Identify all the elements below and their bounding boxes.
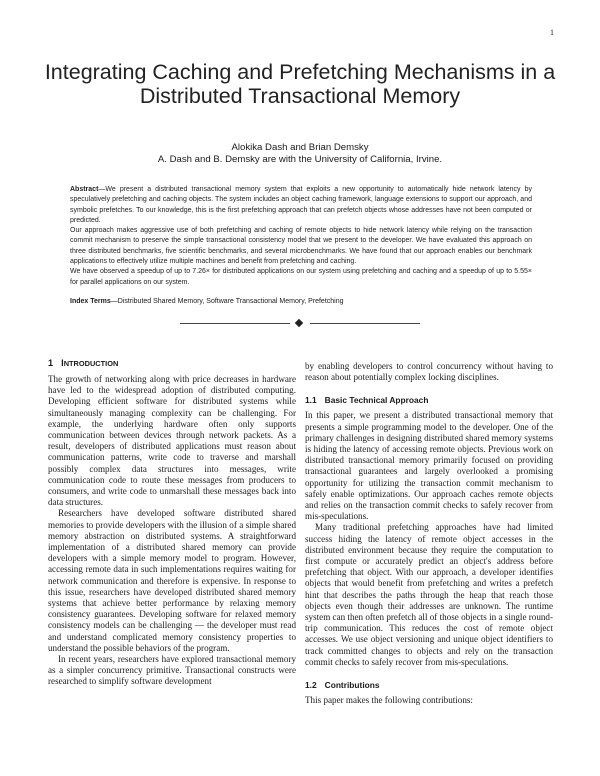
- abstract-paragraph-1: Abstract—We present a distributed transactional memory system that exploits a new opportunity to automatically hide network latency by speculatively prefetching and caching objects. The system includes an object caching framework, language extensions to support our approach, and symbolic prefetches. To our knowledge, this is the first prefetching approach that can prefetch objects whose addresses have not been computed or predicted.: [70, 186, 532, 224]
- approach-paragraph-1: In this paper, we present a distributed transactional memory that presents a simple programming model to the developer. One of the primary challenges in designing distributed shared memory systems is hiding the latency of accessing remote objects. Previous work on distributed transactional memory primarily focused on providing transactional guarantees and largely overlooked a promising opportunity for utilizing the transaction commit mechanism to safely enable optimizations. Our approach caches remote objects and relies on the transaction commit checks to safely recover from mis-speculations.: [305, 410, 553, 522]
- abstract-paragraph-3: We have observed a speedup of up to 7.26× for distributed applications on our system using prefetching and caching and a speedup of up to 5.55× for parallel applications on our system.: [70, 268, 532, 286]
- approach-paragraph-2: Many traditional prefetching approaches have had limited success hiding the latency of remote object accesses in the distributed environment because they require the computation to first compute or accurately predict an object's address before prefetching that object. With our approach, a developer identifies objects that would benefit from prefetching and writes a prefetch hint that describes the paths through the heap that reach those objects even though their addresses are unknown. The runtime system can then often prefetch all of those objects in a single round-trip communication. This reduces the cost of remote object accesses. We use object versioning and unique object identifiers to track committed changes to objects and rely on the transaction commit checks to safely recover from mis-speculations.: [305, 522, 553, 667]
- subsection-title: Basic Technical Approach: [324, 395, 429, 406]
- section-title-initial: I: [61, 358, 64, 368]
- section-divider: [180, 320, 420, 328]
- section-title-rest: NTRODUCTION: [63, 359, 119, 368]
- index-terms-text: Distributed Shared Memory, Software Transactional Memory, Prefetching: [117, 298, 344, 305]
- author-names: Alokika Dash and Brian Demsky: [231, 142, 369, 153]
- page-number: 1: [550, 28, 554, 37]
- intro-paragraph-3-continued: by enabling developers to control concurrency without having to reason about potentially complex locking disciplines.: [305, 361, 553, 383]
- index-terms-label: Index Terms: [70, 298, 111, 305]
- abstract-text-1: We present a distributed transactional memory system that exploits a new opportunity to automatically hide network latency by speculatively prefetching and caching objects. The system includes an object caching framework, language extensions to support our approach, and symbolic prefetches. To our knowledge, this is the first prefetching approach that can prefetch objects whose addresses have not been computed or predicted.: [70, 186, 532, 224]
- divider-line-left: [180, 323, 290, 324]
- author-affiliation: A. Dash and B. Demsky are with the University of California, Irvine.: [157, 154, 443, 165]
- intro-paragraph-2: Researchers have developed software distributed shared memories to provide developers with the illusion of a simple shared memory abstraction on distributed systems. A straightforward implementation of a distributed shared memory can provide developers with a simple memory model to program. However, accessing remote data in such implementations requires waiting for network communication and therefore is expensive. In response to this issue, researchers have developed distributed shared memory systems that achieve better performance by relaxing memory consistency guarantees. Developing software for relaxed memory consistency models can be challenging — the developer must read and understand complicated memory consistency properties to understand the possible behaviors of the program.: [48, 508, 296, 653]
- subsection-heading-basic-approach: [305, 395, 553, 406]
- right-column: [305, 361, 553, 706]
- left-column: [48, 357, 296, 688]
- author-block: [40, 142, 560, 166]
- subsection-heading-contributions: [305, 680, 553, 691]
- diamond-icon: [295, 319, 303, 327]
- paper-title: Integrating Caching and Prefetching Mechanisms in a Distributed Transactional Memory: [44, 60, 556, 108]
- subsection-number: 1.1: [305, 395, 317, 406]
- abstract-paragraph-2: Our approach makes aggressive use of both prefetching and caching of remote objects to hide network latency while relying on the transaction commit mechanism to preserve the simple transactional consistency model that we present to the developer. We have evaluated this approach on three distributed benchmarks, five scientific benchmarks, and several microbenchmarks. We have found that our approach enables our benchmark applications to effectively utilize multiple machines and benefit from prefetching and caching.: [70, 227, 532, 266]
- section-number: 1: [48, 358, 54, 368]
- subsection-title: Contributions: [324, 680, 380, 691]
- subsection-number: 1.2: [305, 680, 317, 691]
- section-heading-introduction: [48, 357, 296, 370]
- abstract-label: Abstract: [70, 186, 99, 193]
- index-terms: Index Terms—Distributed Shared Memory, Software Transactional Memory, Prefetching: [70, 298, 344, 305]
- abstract: [70, 185, 532, 288]
- divider-line-right: [310, 323, 420, 324]
- intro-paragraph-3: In recent years, researchers have explored transactional memory as a simpler concurrency primitive. Transactional constructs were researched to simplify software development: [48, 654, 296, 687]
- contributions-paragraph: This paper makes the following contributions:: [305, 695, 473, 706]
- intro-paragraph-1: The growth of networking along with price decreases in hardware have led to the widespread adoption of distributed computing. Developing efficient software for distributed systems while simultaneously managing complexity can be challenging. For example, the underlying hardware often only supports communication between devices through network packets. As a result, developers of distributed applications must reason about communication patterns, write code to traverse and marshall possibly complex data structures into messages, write communication code to route these messages from producers to consumers, and write code to unmarshall these messages back into data structures.: [48, 374, 296, 508]
